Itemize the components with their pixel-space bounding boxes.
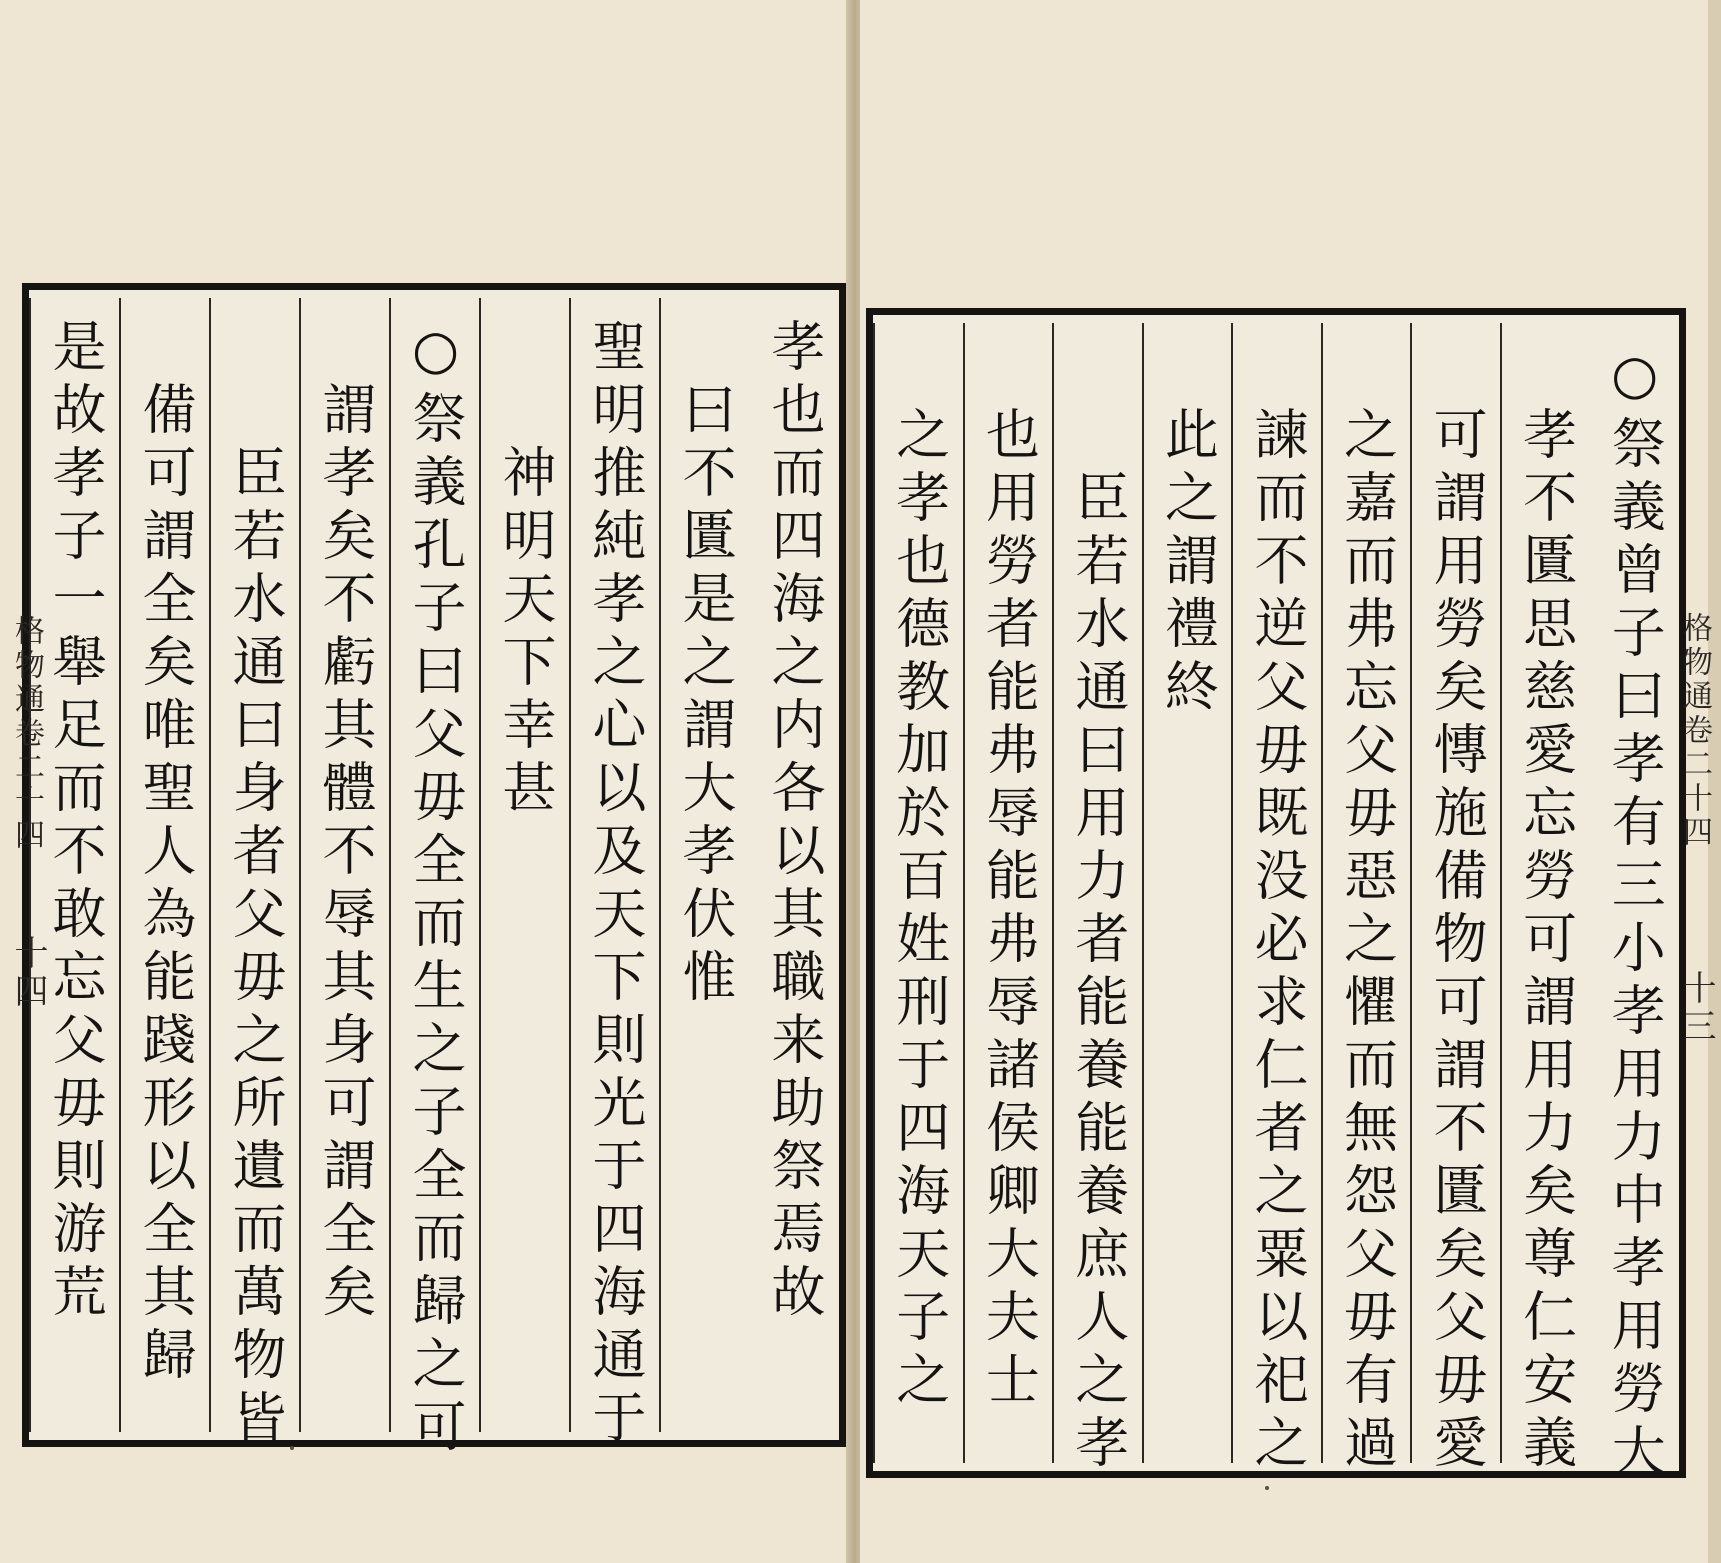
paper-speck	[1265, 1486, 1269, 1490]
right-column-9	[873, 323, 963, 1463]
right-folio: 十三	[1676, 970, 1716, 1046]
left-column-1	[749, 298, 839, 1432]
paper-speck	[290, 1446, 294, 1450]
left-text-frame	[22, 283, 846, 1461]
left-column-text: ○祭義孔子曰父毋全而生之子全而歸之可	[404, 318, 467, 1461]
left-column-text: 備可謂全矣唯聖人為能踐形以全其歸	[134, 381, 197, 1389]
right-column-5	[1231, 323, 1321, 1477]
right-column-1	[1589, 323, 1679, 1486]
right-column-text: ○祭義曾子曰孝有三小孝用力中孝用勞大	[1603, 343, 1667, 1486]
left-column-text: 孝也而四海之内各以其職来助祭焉故	[763, 318, 826, 1326]
left-column-text: 謂孝矣不虧其體不辱其身可謂全矣	[314, 381, 377, 1326]
left-column-8	[119, 298, 209, 1432]
left-column-text: 聖明推純孝之心以及天下則光于四海通于	[584, 318, 647, 1452]
right-column-3	[1410, 323, 1500, 1477]
left-column-4	[479, 298, 569, 1432]
right-text-frame	[866, 308, 1686, 1486]
left-folio: 十四	[8, 935, 48, 1011]
right-column-text: 諫而不逆父毋既没必求仁者之粟以祀之	[1245, 406, 1309, 1477]
left-column-7	[209, 298, 299, 1452]
left-column-text: 神明天下幸甚	[494, 444, 557, 822]
left-page	[0, 0, 850, 1563]
right-column-text: 之嘉而弗忘父毋惡之懼而無怨父毋有過	[1335, 406, 1399, 1477]
right-column-text: 孝不匱思慈愛忘勞可謂用力矣尊仁安義	[1514, 406, 1578, 1477]
left-column-text: 曰不匱是之謂大孝伏惟	[674, 381, 737, 1011]
right-column-6	[1142, 323, 1232, 1463]
left-column-5	[389, 298, 479, 1461]
left-column-9	[29, 298, 119, 1432]
right-column-2	[1500, 323, 1590, 1477]
left-edge-label: 格物通卷二十四	[9, 615, 44, 853]
right-column-text: 此之謂禮終	[1156, 406, 1220, 721]
left-column-2	[659, 298, 749, 1432]
left-column-6	[299, 298, 389, 1432]
right-column-4	[1321, 323, 1411, 1477]
right-column-7	[1052, 323, 1142, 1477]
right-column-text: 之孝也德教加於百姓刑于四海天子之	[887, 406, 951, 1414]
right-column-8	[963, 323, 1053, 1463]
left-column-text: 是故孝子一舉足而不敢忘父毋則游荒	[44, 318, 107, 1326]
right-column-text: 也用勞者能弗辱能弗辱諸侯卿大夫士	[977, 406, 1041, 1414]
left-column-text: 臣若水通曰身者父毋之所遺而萬物皆	[224, 444, 287, 1452]
right-column-text: 臣若水通曰用力者能養能養庶人之孝	[1066, 469, 1130, 1477]
right-page	[860, 0, 1716, 1563]
left-column-3	[569, 298, 659, 1452]
right-edge-label: 格物通卷二十四	[1677, 612, 1712, 850]
right-column-text: 可謂用勞矣慱施備物可謂不匱矣父毋愛	[1425, 406, 1489, 1477]
